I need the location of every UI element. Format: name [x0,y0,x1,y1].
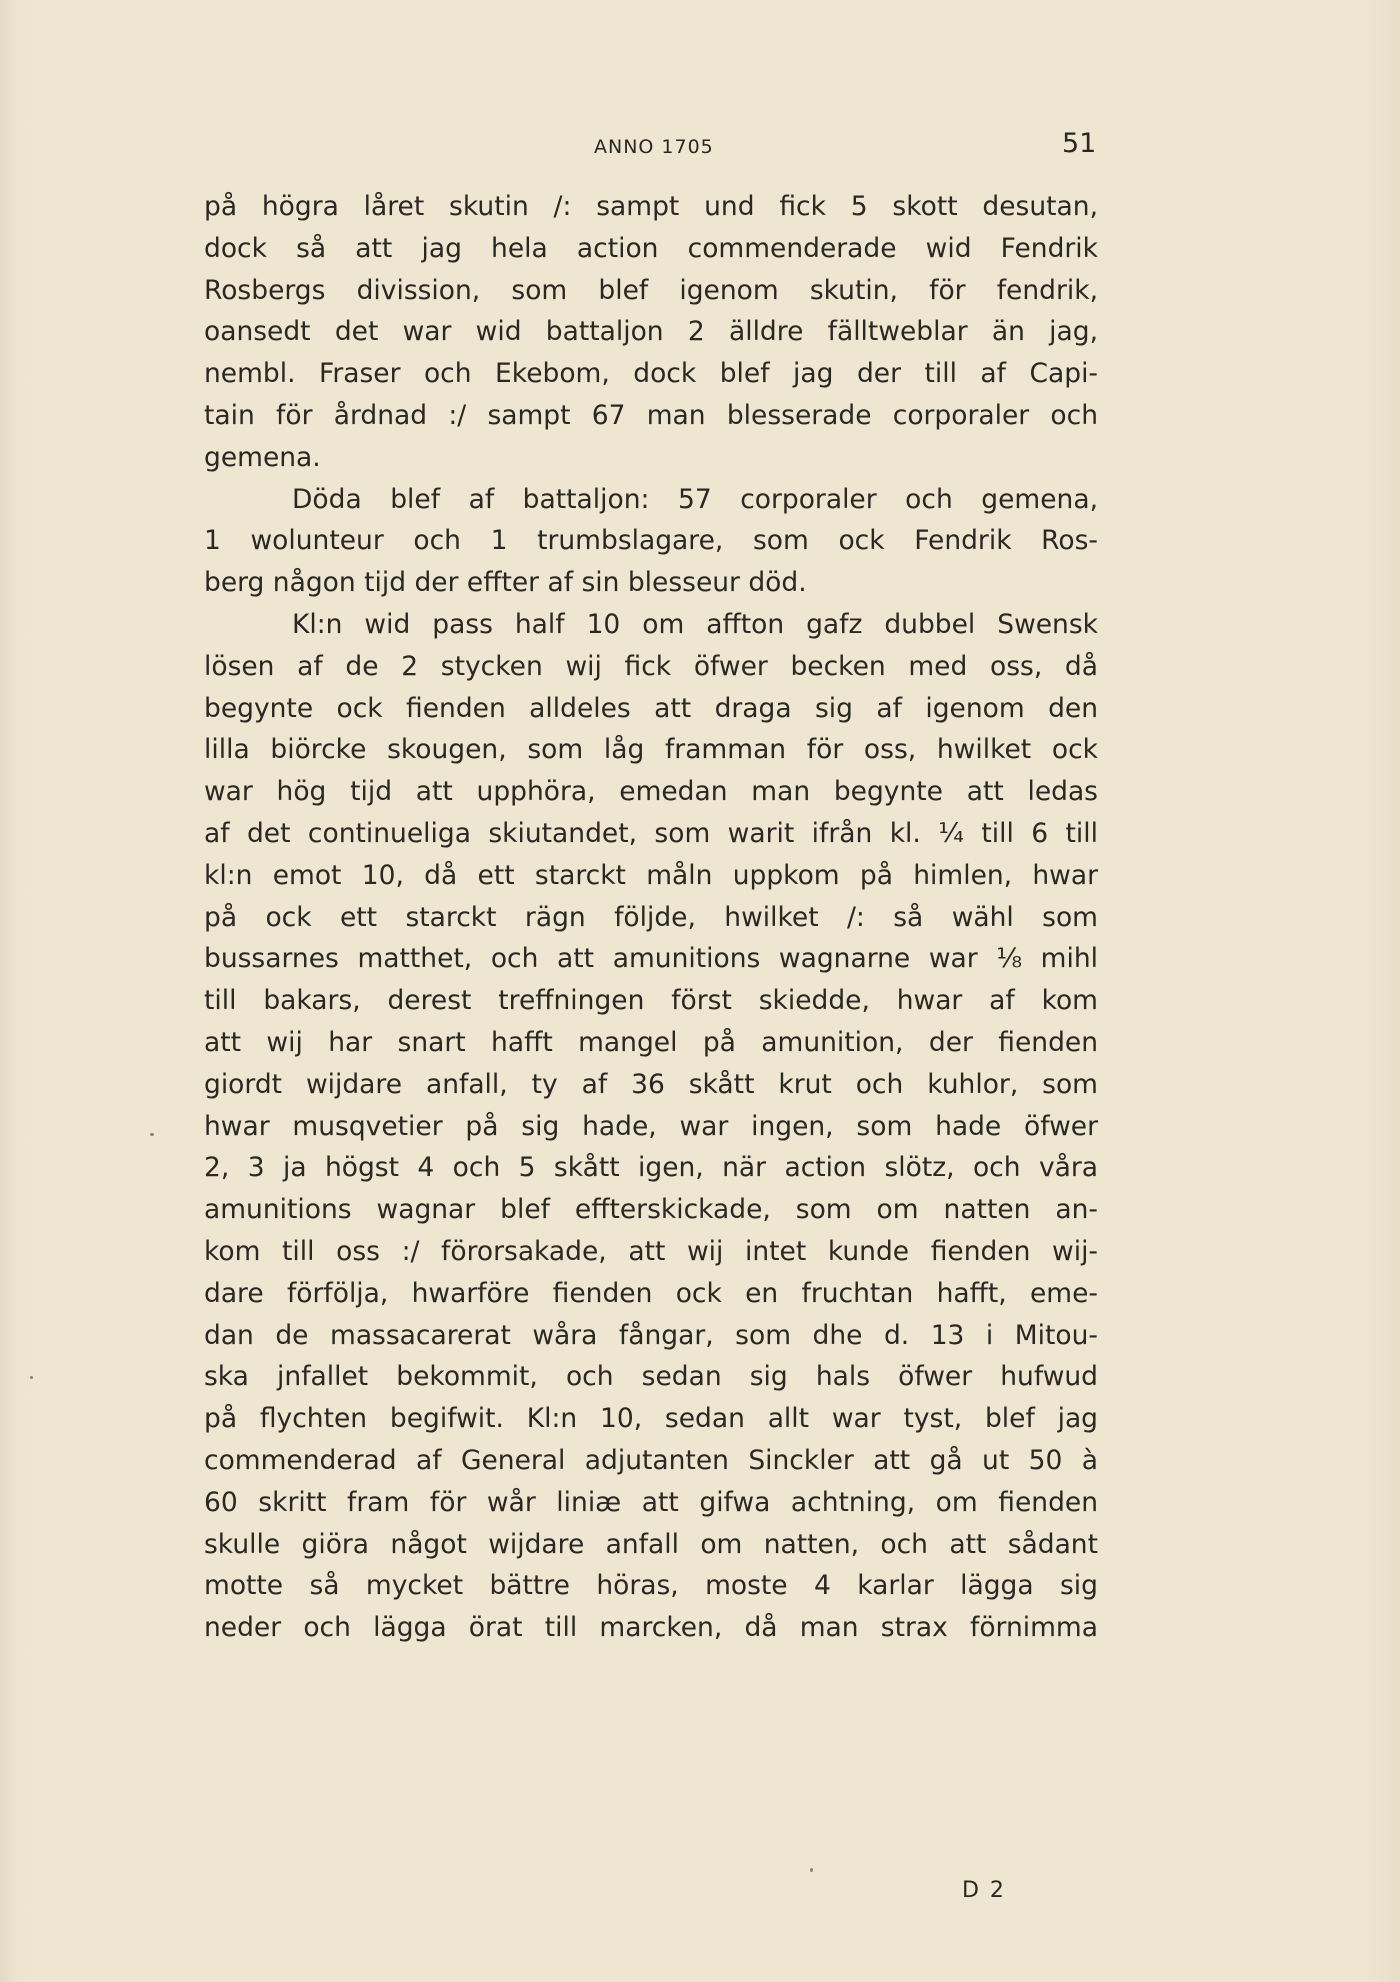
text-line: hwar musqvetier på sig hade, war ingen, som hade öfwer [204,1110,1098,1142]
text-line: ska jnfallet bekommit, och sedan sig hals öfwer hufwud [204,1361,1098,1393]
text-line: tain för årdnad :/ sampt 67 man blesserade corporaler och [204,399,1098,431]
text-line: kom till oss :/ förorsakade, att wij intet kunde fienden wij- [204,1235,1098,1267]
text-line: Rosbergs divission, som blef igenom skutin, för fendrik, [204,274,1098,306]
text-line: af det continueliga skiutandet, som warit ifrån kl. ¼ till 6 till [204,817,1098,849]
text-line: bussarnes matthet, och att amunitions wagnarne war ⅛ mihl [204,943,1098,975]
text-line: 2, 3 ja högst 4 och 5 skått igen, när action slötz, och våra [204,1152,1098,1184]
text-line: begynte ock fienden alldeles att draga sig af igenom den [204,692,1098,724]
text-line: på flychten begifwit. Kl:n 10, sedan allt war tyst, blef jag [204,1403,1098,1435]
text-line: 1 wolunteur och 1 trumbslagare, som ock Fendrik Ros- [204,525,1098,557]
text-line: nembl. Fraser och Ekebom, dock blef jag der till af Capi- [204,358,1098,390]
text-line: Döda blef af battaljon: 57 corporaler och gemena, [292,483,1098,515]
text-line: lösen af de 2 stycken wij fick öfwer becken med oss, då [204,650,1098,682]
running-title: ANNO 1705 [594,136,714,158]
text-line: dare förfölja, hwarföre fienden ock en fruchtan hafft, eme- [204,1277,1098,1309]
body-text [204,186,1098,1649]
paper-speck [30,1376,33,1379]
text-line: dock så att jag hela action commenderade wid Fendrik [204,232,1098,264]
page-header [0,128,1400,168]
text-line: amunitions wagnar blef effterskickade, som om natten an- [204,1194,1098,1226]
text-line: 60 skritt fram för wår liniæ att gifwa achtning, om fienden [204,1486,1098,1518]
text-line: på högra låret skutin /: sampt und fick 5 skott desutan, [204,191,1098,222]
text-line: war hög tijd att upphöra, emedan man begynte att ledas [204,776,1098,808]
text-line: att wij har snart hafft mangel på amunition, der fienden [204,1026,1098,1058]
text-line: till bakars, derest treffningen först skiedde, hwar af kom [204,985,1098,1017]
text-line: skulle giöra något wijdare anfall om natten, och att sådant [204,1528,1098,1560]
signature-mark: D 2 [962,1878,1006,1903]
text-line: lilla biörcke skougen, som låg framman för oss, hwilket ock [204,734,1098,766]
paper-speck [150,1133,154,1136]
text-line: dan de massacarerat wåra fångar, som dhe d. 13 i Mitou- [204,1319,1098,1351]
text-line: motte så mycket bättre höras, moste 4 karlar lägga sig [204,1570,1098,1602]
paper-speck [810,1868,813,1872]
text-line: berg någon tijd der effter af sin blesseur död. [204,567,807,599]
text-line: kl:n emot 10, då ett starckt måln uppkom på himlen, hwar [204,859,1098,891]
page-number: 51 [1062,128,1097,159]
text-line: neder och lägga örat till marcken, då man strax förnimma [204,1612,1098,1644]
text-line: på ock ett starckt rägn följde, hwilket /: så wähl som [204,901,1098,933]
text-line: giordt wijdare anfall, ty af 36 skått krut och kuhlor, som [204,1068,1098,1100]
text-line: commenderad af General adjutanten Sinckler att gå ut 50 à [204,1444,1098,1476]
text-line: gemena. [204,441,321,473]
text-line: Kl:n wid pass half 10 om affton gafz dubbel Swensk [292,608,1098,640]
text-line: oansedt det war wid battaljon 2 älldre fälltweblar än jag, [204,316,1098,348]
